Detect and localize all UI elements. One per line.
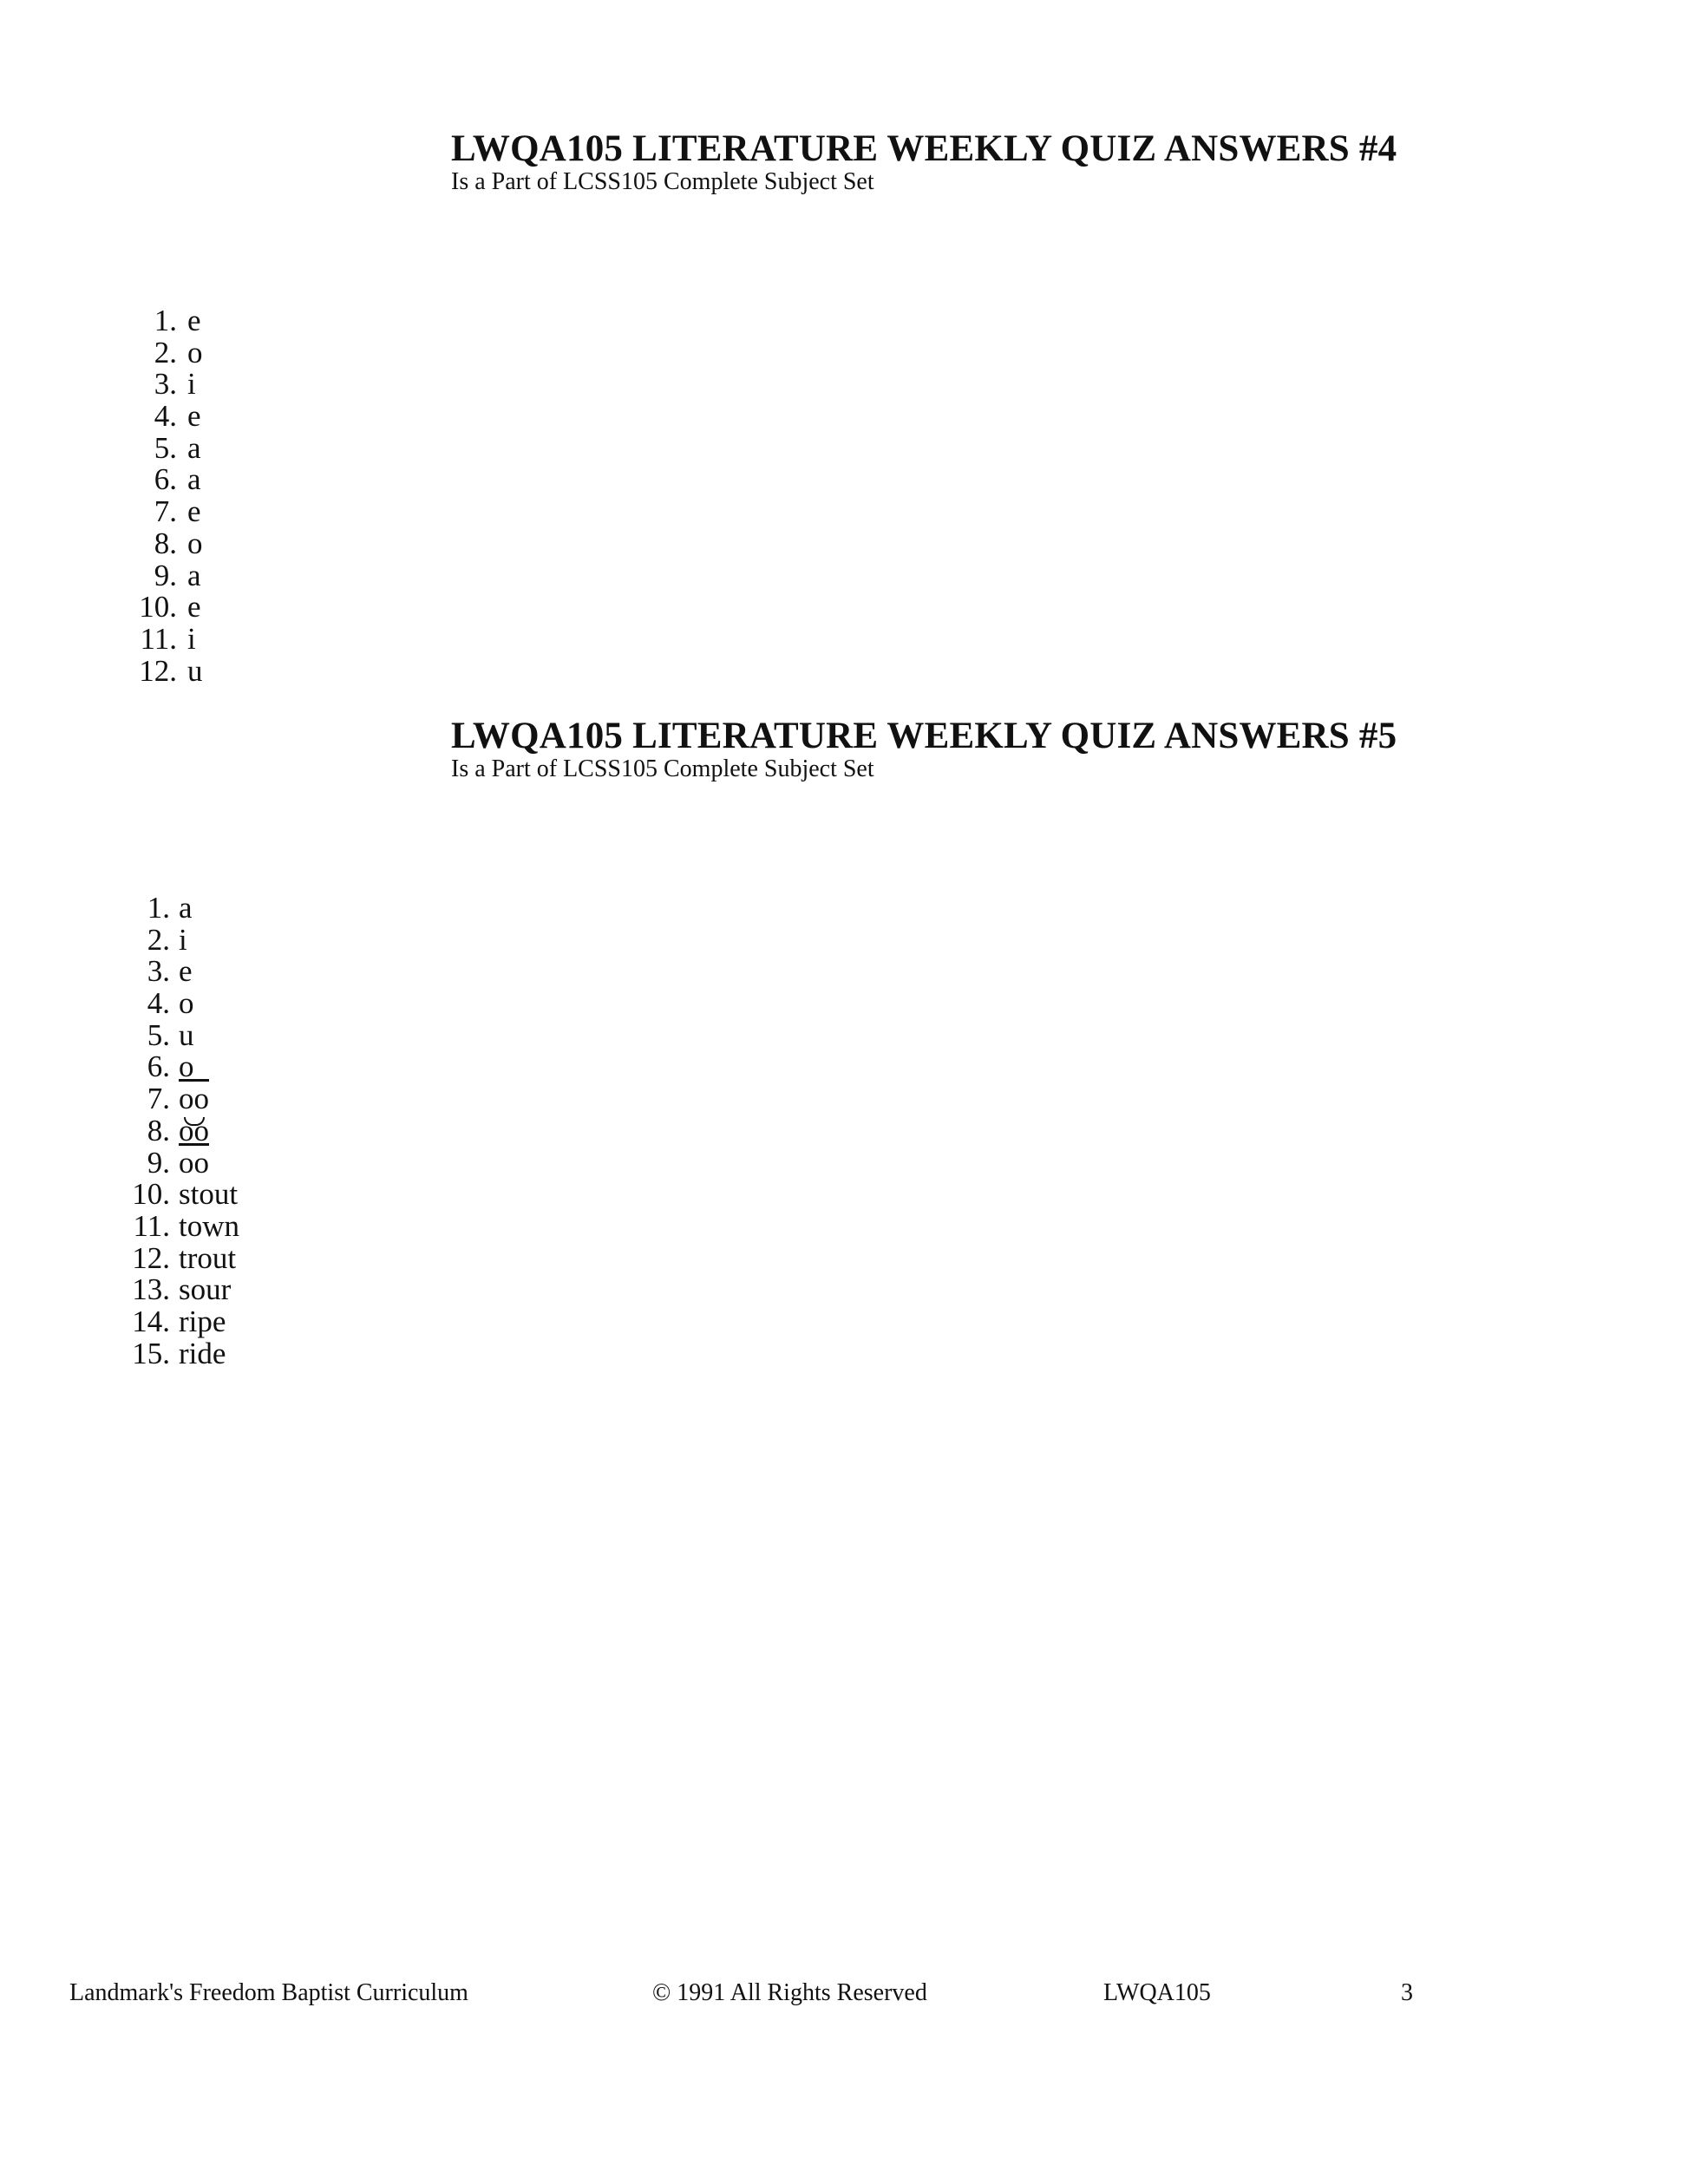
answer-number: 10. <box>132 1177 170 1212</box>
answer-item <box>118 430 203 465</box>
answer-text: u <box>179 1017 194 1052</box>
answer-number: 8. <box>154 526 177 560</box>
answer-text: stout <box>179 1177 239 1212</box>
answer-text: o <box>187 526 203 560</box>
answer-text: sour <box>179 1272 232 1307</box>
answer-text: e <box>187 399 201 434</box>
answer-text: i <box>187 367 196 402</box>
answer-text: o <box>179 986 194 1021</box>
answer-text: ripe <box>179 1304 226 1338</box>
answer-item <box>118 496 203 528</box>
answer-item <box>111 1208 239 1243</box>
answer-item <box>111 1083 239 1115</box>
answer-number: 7. <box>147 1082 170 1116</box>
quiz-5-answer-list <box>111 893 239 1370</box>
answer-number: 14. <box>132 1304 170 1338</box>
answer-item <box>118 369 203 401</box>
answer-text-long-oo: $\overline{oo}$ <box>179 1145 209 1180</box>
answer-text: i <box>187 621 196 656</box>
answer-item <box>118 592 203 624</box>
answer-item <box>118 621 203 656</box>
answer-number: 4. <box>154 399 177 434</box>
answer-item <box>111 1338 239 1370</box>
answer-number: 8. <box>147 1113 170 1148</box>
answer-text: u <box>187 653 203 688</box>
answer-number: 1. <box>147 891 170 925</box>
answer-text: e <box>187 494 201 529</box>
answer-item <box>118 401 203 433</box>
answer-item <box>118 528 203 560</box>
answer-number: 2. <box>154 335 177 369</box>
answer-number: 7. <box>154 494 177 529</box>
answer-text: e <box>187 590 201 624</box>
answer-number: 10. <box>139 590 177 624</box>
answer-item <box>111 1240 239 1275</box>
answer-item <box>111 1306 239 1338</box>
answer-number: 2. <box>147 922 170 957</box>
quiz-4-title: LWQA105 LITERATURE WEEKLY QUIZ ANSWERS #4 <box>451 128 1397 169</box>
answer-item <box>118 560 203 592</box>
footer-document-code: LWQA105 <box>1103 1979 1211 2006</box>
answer-number: 1. <box>154 304 177 337</box>
answer-text: e <box>187 304 201 337</box>
quiz-5-subtitle: Is a Part of LCSS105 Complete Subject Set <box>451 755 874 782</box>
answer-number: 4. <box>147 986 170 1021</box>
answer-number: 5. <box>147 1017 170 1052</box>
answer-text: a <box>187 558 201 592</box>
answer-item <box>111 1115 239 1148</box>
answer-item <box>111 1179 239 1211</box>
answer-number: 6. <box>147 1049 170 1084</box>
answer-text: e <box>179 954 193 989</box>
quiz-4-subtitle: Is a Part of LCSS105 Complete Subject Set <box>451 168 874 195</box>
footer-copyright: © 1991 All Rights Reserved <box>652 1979 927 2006</box>
answer-number: 9. <box>154 558 177 592</box>
answer-number: 5. <box>154 430 177 465</box>
answer-number: 13. <box>132 1272 170 1307</box>
answer-text: a <box>187 430 201 465</box>
footer-publisher: Landmark's Freedom Baptist Curriculum <box>69 1979 468 2006</box>
answer-item <box>118 305 203 337</box>
answer-item <box>111 1145 239 1180</box>
answer-number: 11. <box>140 621 177 656</box>
answer-text: a <box>187 462 201 497</box>
answer-number: 3. <box>147 954 170 989</box>
answer-item <box>118 464 203 496</box>
answer-item <box>111 1274 239 1306</box>
answer-text: o <box>187 335 203 369</box>
answer-number: 9. <box>147 1145 170 1180</box>
quiz-5-title: LWQA105 LITERATURE WEEKLY QUIZ ANSWERS #5 <box>451 716 1397 756</box>
answer-item <box>111 922 239 957</box>
answer-item <box>118 653 203 688</box>
answer-number: 11. <box>133 1208 170 1243</box>
quiz-4-answer-list <box>118 305 203 687</box>
answer-number: 12. <box>139 653 177 688</box>
answer-number: 15. <box>132 1336 170 1370</box>
answer-text: i <box>179 922 187 957</box>
answer-text: o <box>179 1049 194 1084</box>
answer-item <box>111 1051 239 1083</box>
answer-number: 6. <box>154 462 177 497</box>
answer-text: ride <box>179 1336 226 1370</box>
answer-number: 12. <box>132 1240 170 1275</box>
answer-text-long-oo: $\overline{oo}$ <box>179 1082 209 1116</box>
footer-page-number: 3 <box>1401 1979 1413 2006</box>
answer-text-short-oo: oo <box>179 1113 209 1148</box>
answer-text: town <box>179 1208 239 1243</box>
answer-item <box>111 988 239 1020</box>
answer-text: trout <box>179 1240 237 1275</box>
answer-item <box>118 337 203 369</box>
answer-text: a <box>179 891 193 925</box>
answer-item <box>111 1017 239 1052</box>
answer-item <box>111 893 239 925</box>
answer-number: 3. <box>154 367 177 402</box>
answer-item <box>111 956 239 988</box>
